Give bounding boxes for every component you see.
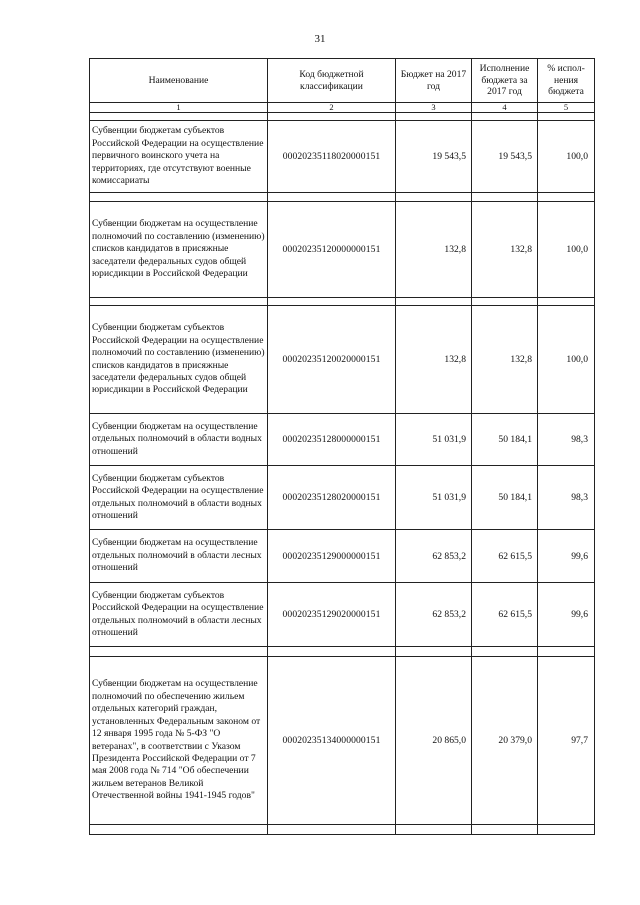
row-percent: 100,0 (538, 121, 595, 193)
row-percent: 99,6 (538, 583, 595, 647)
row-execution: 50 184,1 (472, 414, 538, 466)
row-budget: 62 853,2 (396, 583, 472, 647)
row-percent: 100,0 (538, 306, 595, 414)
row-code: 00020235128000000151 (268, 414, 396, 466)
column-number: 5 (538, 103, 595, 113)
row-name: Субвенции бюджетам на осуществление отдельных полномочий в области водных отношений (90, 414, 268, 466)
table-row (90, 306, 595, 414)
budget-table (89, 58, 595, 835)
column-number: 2 (268, 103, 396, 113)
header-row (90, 59, 595, 103)
row-percent: 97,7 (538, 657, 595, 825)
header-name: Наименование (90, 59, 268, 103)
column-number: 4 (472, 103, 538, 113)
column-number: 1 (90, 103, 268, 113)
row-execution: 132,8 (472, 306, 538, 414)
row-code: 00020235118020000151 (268, 121, 396, 193)
row-name: Субвенции бюджетам субъектов Российской Федерации на осуществление первичного воинского учета на территориях, где отсутствуют военные комиссариаты (90, 121, 268, 193)
header-code: Код бюджетной классификации (268, 59, 396, 103)
row-code: 00020235129020000151 (268, 583, 396, 647)
row-execution: 50 184,1 (472, 466, 538, 530)
row-code: 00020235129000000151 (268, 530, 396, 583)
row-budget: 132,8 (396, 306, 472, 414)
row-budget: 51 031,9 (396, 414, 472, 466)
row-name: Субвенции бюджетам субъектов Российской Федерации на осуществление полномочий по составлению (изменению) списков кандидатов в присяжные заседатели федеральных судов общей юрисдикции в Российской Федерации (90, 306, 268, 414)
table-row (90, 657, 595, 825)
page-number: 31 (314, 33, 326, 45)
row-code: 00020235120000000151 (268, 202, 396, 298)
row-name: Субвенции бюджетам на осуществление полномочий по составлению (изменению) списков кандидатов в присяжные заседатели федеральных судов общей юрисдикции в Российской Федерации (90, 202, 268, 298)
row-execution: 62 615,5 (472, 530, 538, 583)
row-name: Субвенции бюджетам на осуществление отдельных полномочий в области лесных отношений (90, 530, 268, 583)
row-code: 00020235120020000151 (268, 306, 396, 414)
row-execution: 20 379,0 (472, 657, 538, 825)
table-row (90, 202, 595, 298)
row-name: Субвенции бюджетам на осуществление полномочий по обеспечению жильем отдельных категорий граждан, установленных Федеральным законом от 12 января 1995 года № 5-ФЗ "О ветеранах", в соответствии с Указом Президента Российской Федерации от 7 мая 2008 года № 714 "Об обеспечении жильем ветеранов Великой Отечественной войны 1941-1945 годов" (90, 657, 268, 825)
row-percent: 98,3 (538, 414, 595, 466)
row-budget: 62 853,2 (396, 530, 472, 583)
table-row (90, 530, 595, 583)
row-budget: 132,8 (396, 202, 472, 298)
row-budget: 20 865,0 (396, 657, 472, 825)
row-percent: 99,6 (538, 530, 595, 583)
header-percent: % испол-нения бюджета (538, 59, 595, 103)
column-number-row (90, 103, 595, 113)
row-code: 00020235134000000151 (268, 657, 396, 825)
row-execution: 19 543,5 (472, 121, 538, 193)
row-budget: 19 543,5 (396, 121, 472, 193)
header-execution: Исполнение бюджета за 2017 год (472, 59, 538, 103)
table-row (90, 121, 595, 193)
row-percent: 100,0 (538, 202, 595, 298)
table-row (90, 414, 595, 466)
column-number: 3 (396, 103, 472, 113)
row-percent: 98,3 (538, 466, 595, 530)
row-execution: 62 615,5 (472, 583, 538, 647)
table-row (90, 583, 595, 647)
row-budget: 51 031,9 (396, 466, 472, 530)
row-name: Субвенции бюджетам субъектов Российской Федерации на осуществление отдельных полномочий в области водных отношений (90, 466, 268, 530)
header-budget: Бюджет на 2017 год (396, 59, 472, 103)
row-code: 00020235128020000151 (268, 466, 396, 530)
table-row (90, 466, 595, 530)
row-name: Субвенции бюджетам субъектов Российской Федерации на осуществление отдельных полномочий в области лесных отношений (90, 583, 268, 647)
row-execution: 132,8 (472, 202, 538, 298)
